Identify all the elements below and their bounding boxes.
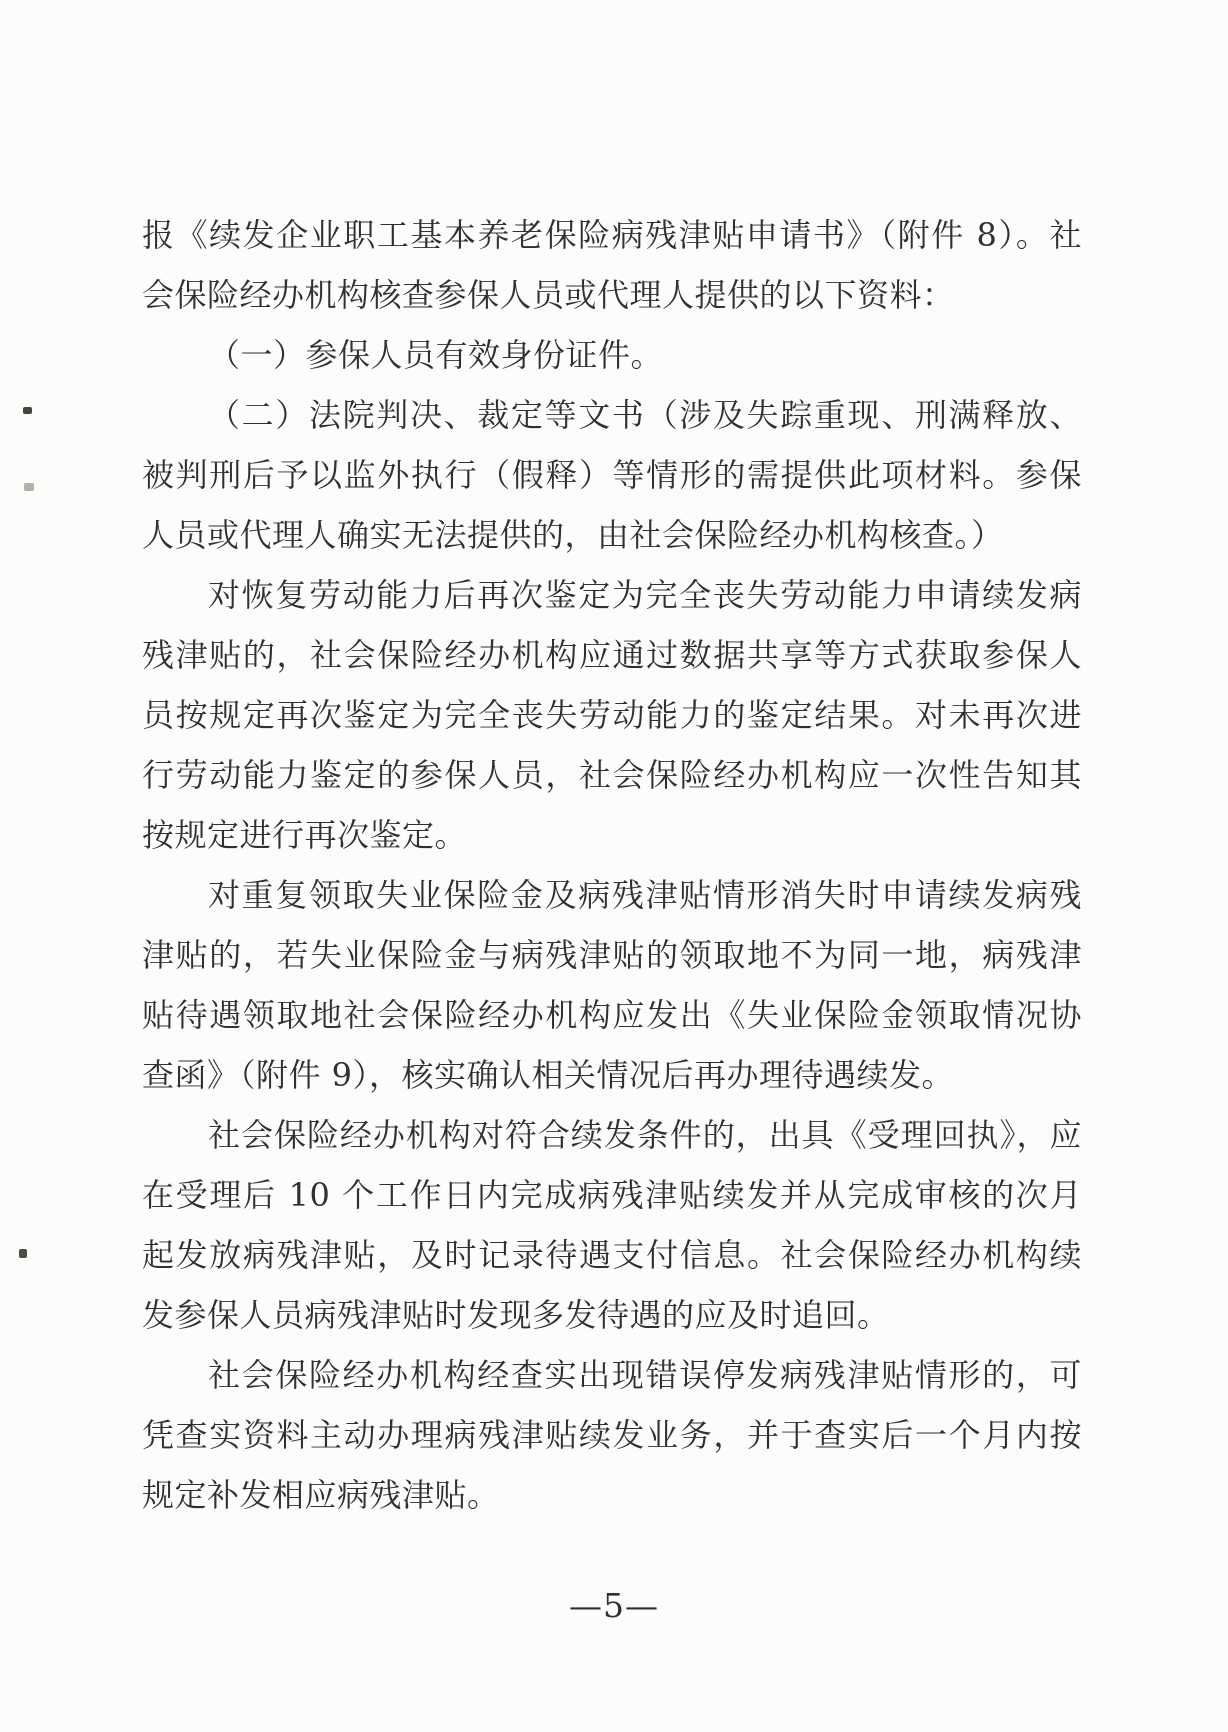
text-line: 起发放病残津贴，及时记录待遇支付信息。社会保险经办机构续 <box>142 1236 1082 1274</box>
scan-speck <box>23 407 32 414</box>
text-line: 行劳动能力鉴定的参保人员，社会保险经办机构应一次性告知其 <box>142 756 1082 794</box>
text-line: 规定补发相应病残津贴。 <box>142 1476 500 1514</box>
text-line: 凭查实资料主动办理病残津贴续发业务，并于查实后一个月内按 <box>142 1416 1082 1454</box>
text-line: 被判刑后予以监外执行（假释）等情形的需提供此项材料。参保 <box>142 456 1082 494</box>
text-line: 津贴的，若失业保险金与病残津贴的领取地不为同一地，病残津 <box>142 936 1082 974</box>
text-line: 发参保人员病残津贴时发现多发待遇的应及时追回。 <box>142 1296 890 1334</box>
text-line: 残津贴的，社会保险经办机构应通过数据共享等方式获取参保人 <box>142 636 1082 674</box>
text-line: 人员或代理人确实无法提供的，由社会保险经办机构核查。） <box>142 516 1004 554</box>
text-line: 在受理后 10 个工作日内完成病残津贴续发并从完成审核的次月 <box>142 1176 1082 1214</box>
scan-speck <box>24 483 34 491</box>
scan-speck <box>19 1249 27 1258</box>
text-line: 对恢复劳动能力后再次鉴定为完全丧失劳动能力申请续发病 <box>208 576 1082 614</box>
text-line: 会保险经办机构核查参保人员或代理人提供的以下资料： <box>142 276 955 314</box>
text-line: （二）法院判决、裁定等文书（涉及失踪重现、刑满释放、 <box>208 396 1082 434</box>
text-line: 员按规定再次鉴定为完全丧失劳动能力的鉴定结果。对未再次进 <box>142 696 1082 734</box>
text-line: 按规定进行再次鉴定。 <box>142 816 468 854</box>
text-line: 查函》（附件 9），核实确认相关情况后再办理待遇续发。 <box>142 1056 955 1094</box>
text-line: （一）参保人员有效身份证件。 <box>208 336 664 374</box>
page-number: —5— <box>569 1586 659 1625</box>
text-line: 对重复领取失业保险金及病残津贴情形消失时申请续发病残 <box>208 876 1082 914</box>
document-body <box>142 205 1082 1525</box>
text-line: 报《续发企业职工基本养老保险病残津贴申请书》（附件 8）。社 <box>142 216 1082 254</box>
text-line: 社会保险经办机构经查实出现错误停发病残津贴情形的，可 <box>208 1356 1082 1394</box>
text-line: 社会保险经办机构对符合续发条件的，出具《受理回执》，应 <box>208 1116 1082 1154</box>
text-line: 贴待遇领取地社会保险经办机构应发出《失业保险金领取情况协 <box>142 996 1082 1034</box>
